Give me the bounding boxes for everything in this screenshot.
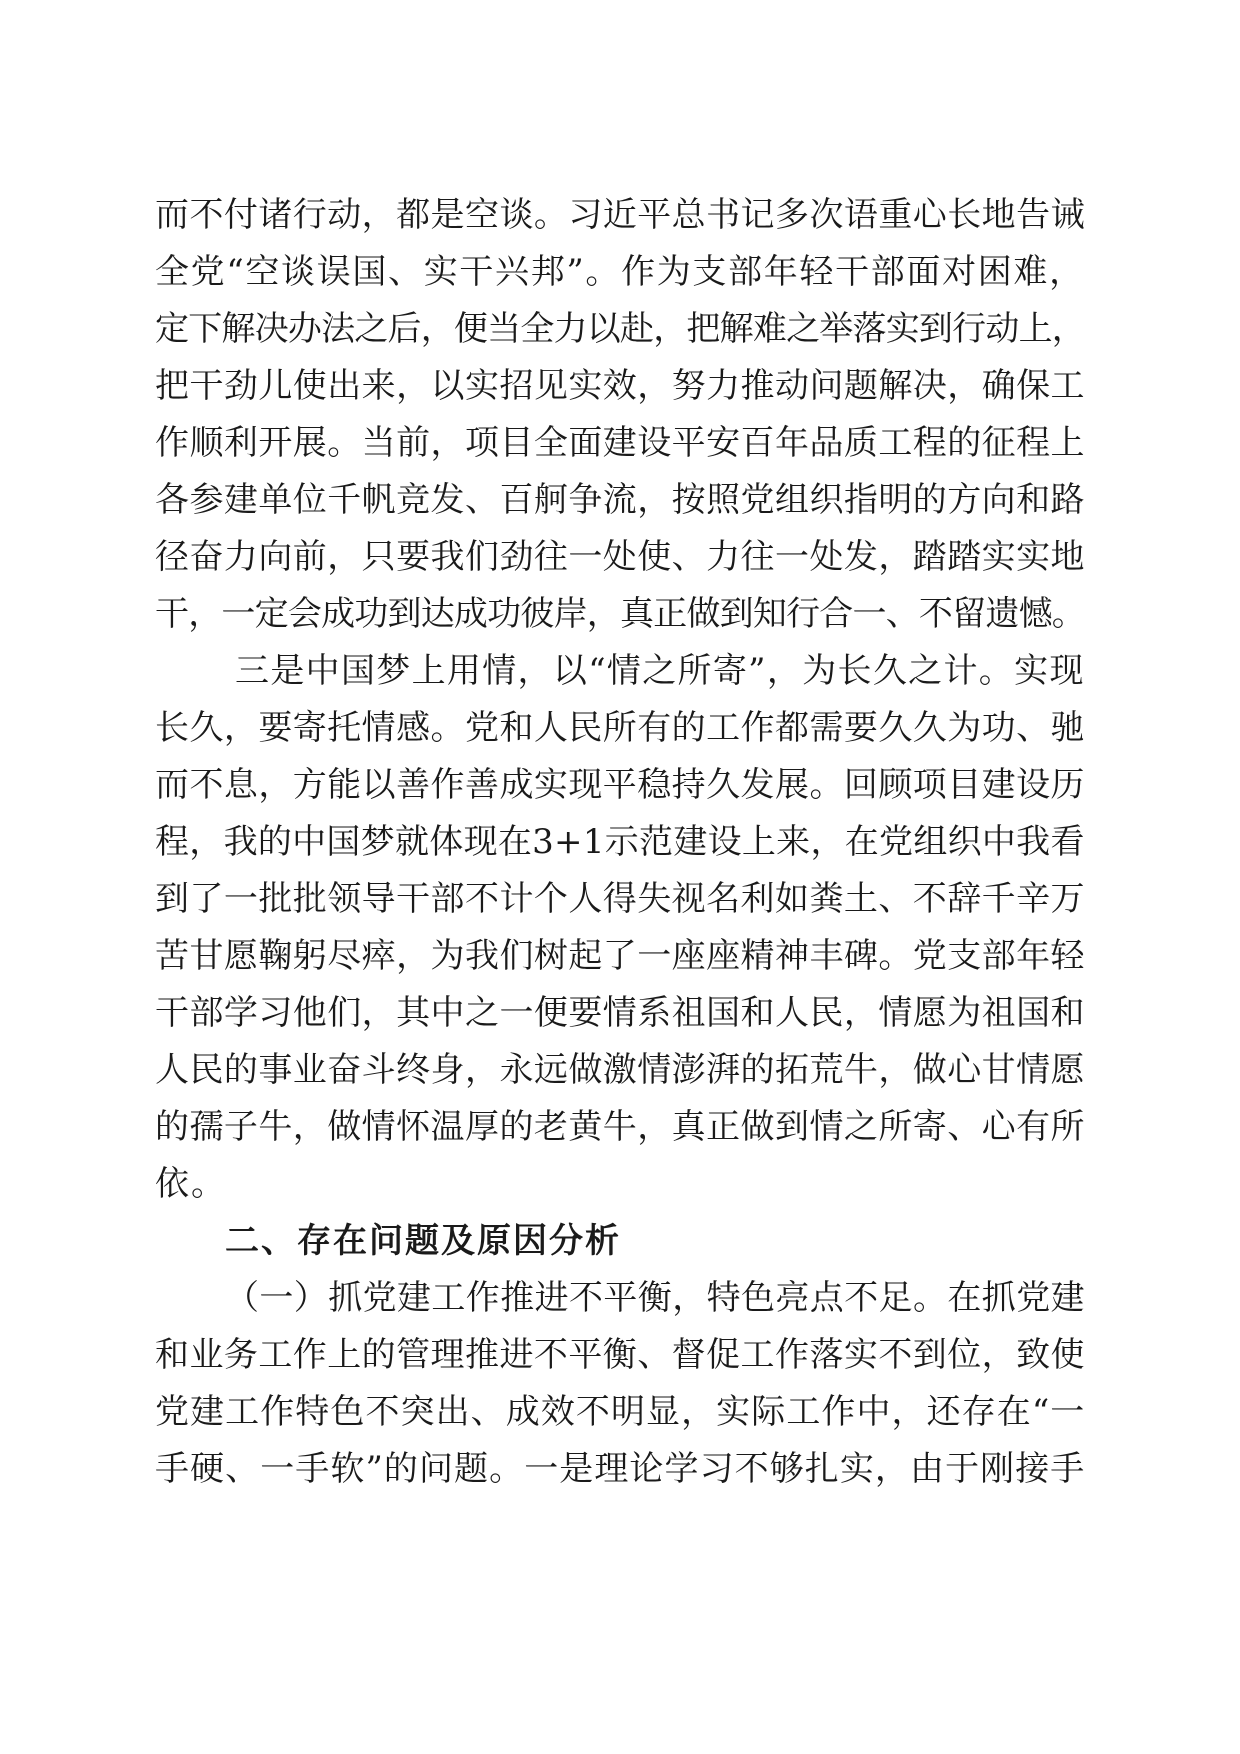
text-line-23: 手硬、一手软”的问题。一是理论学习不够扎实，由于刚接手 [155,1449,1086,1489]
text-line-11: 而不息，方能以善作善成实现平稳持久发展。回顾项目建设历 [155,765,1085,805]
text-line-8: 干，一定会成功到达成功彼岸，真正做到知行合一、不留遗憾。 [155,594,1085,634]
text-line-2: 全党“空谈误国、实干兴邦”。作为支部年轻干部面对困难， [155,252,1085,292]
text-line-15: 干部学习他们，其中之一便要情系祖国和人民，情愿为祖国和 [155,993,1085,1033]
text-line-17: 的孺子牛，做情怀温厚的老黄牛，真正做到情之所寄、心有所 [155,1107,1085,1147]
text-line-1: 而不付诸行动，都是空谈。习近平总书记多次语重心长地告诫 [155,195,1085,235]
section-heading: 二、存在问题及原因分析 [225,1221,621,1261]
text-line-10: 长久，要寄托情感。党和人民所有的工作都需要久久为功、驰 [155,708,1085,748]
text-line-14: 苦甘愿鞠躬尽瘁，为我们树起了一座座精神丰碑。党支部年轻 [155,936,1085,976]
text-line-7: 径奋力向前，只要我们劲往一处使、力往一处发，踏踏实实地 [155,537,1085,577]
text-line-12: 程，我的中国梦就体现在3+1示范建设上来，在党组织中我看 [155,822,1085,862]
subsection-start-line: （一）抓党建工作推进不平衡，特色亮点不足。在抓党建 [225,1278,1085,1318]
text-line-3: 定下解决办法之后，便当全力以赴，把解难之举落实到行动上， [155,309,1085,349]
text-line-21: 和业务工作上的管理推进不平衡、督促工作落实不到位，致使 [155,1335,1085,1375]
text-line-13: 到了一批批领导干部不计个人得失视名利如粪土、不辞千辛万 [155,879,1085,919]
text-line-18: 依。 [155,1164,227,1204]
paragraph-start-line: 三是中国梦上用情，以“情之所寄”，为长久之计。实现 [235,651,1085,691]
text-line-6: 各参建单位千帆竞发、百舸争流，按照党组织指明的方向和路 [155,480,1085,520]
text-line-4: 把干劲儿使出来，以实招见实效，努力推动问题解决，确保工 [155,366,1085,406]
text-line-22: 党建工作特色不突出、成效不明显，实际工作中，还存在“一 [155,1392,1086,1432]
text-line-16: 人民的事业奋斗终身，永远做激情澎湃的拓荒牛，做心甘情愿 [155,1050,1085,1090]
text-line-5: 作顺利开展。当前，项目全面建设平安百年品质工程的征程上 [155,423,1085,463]
